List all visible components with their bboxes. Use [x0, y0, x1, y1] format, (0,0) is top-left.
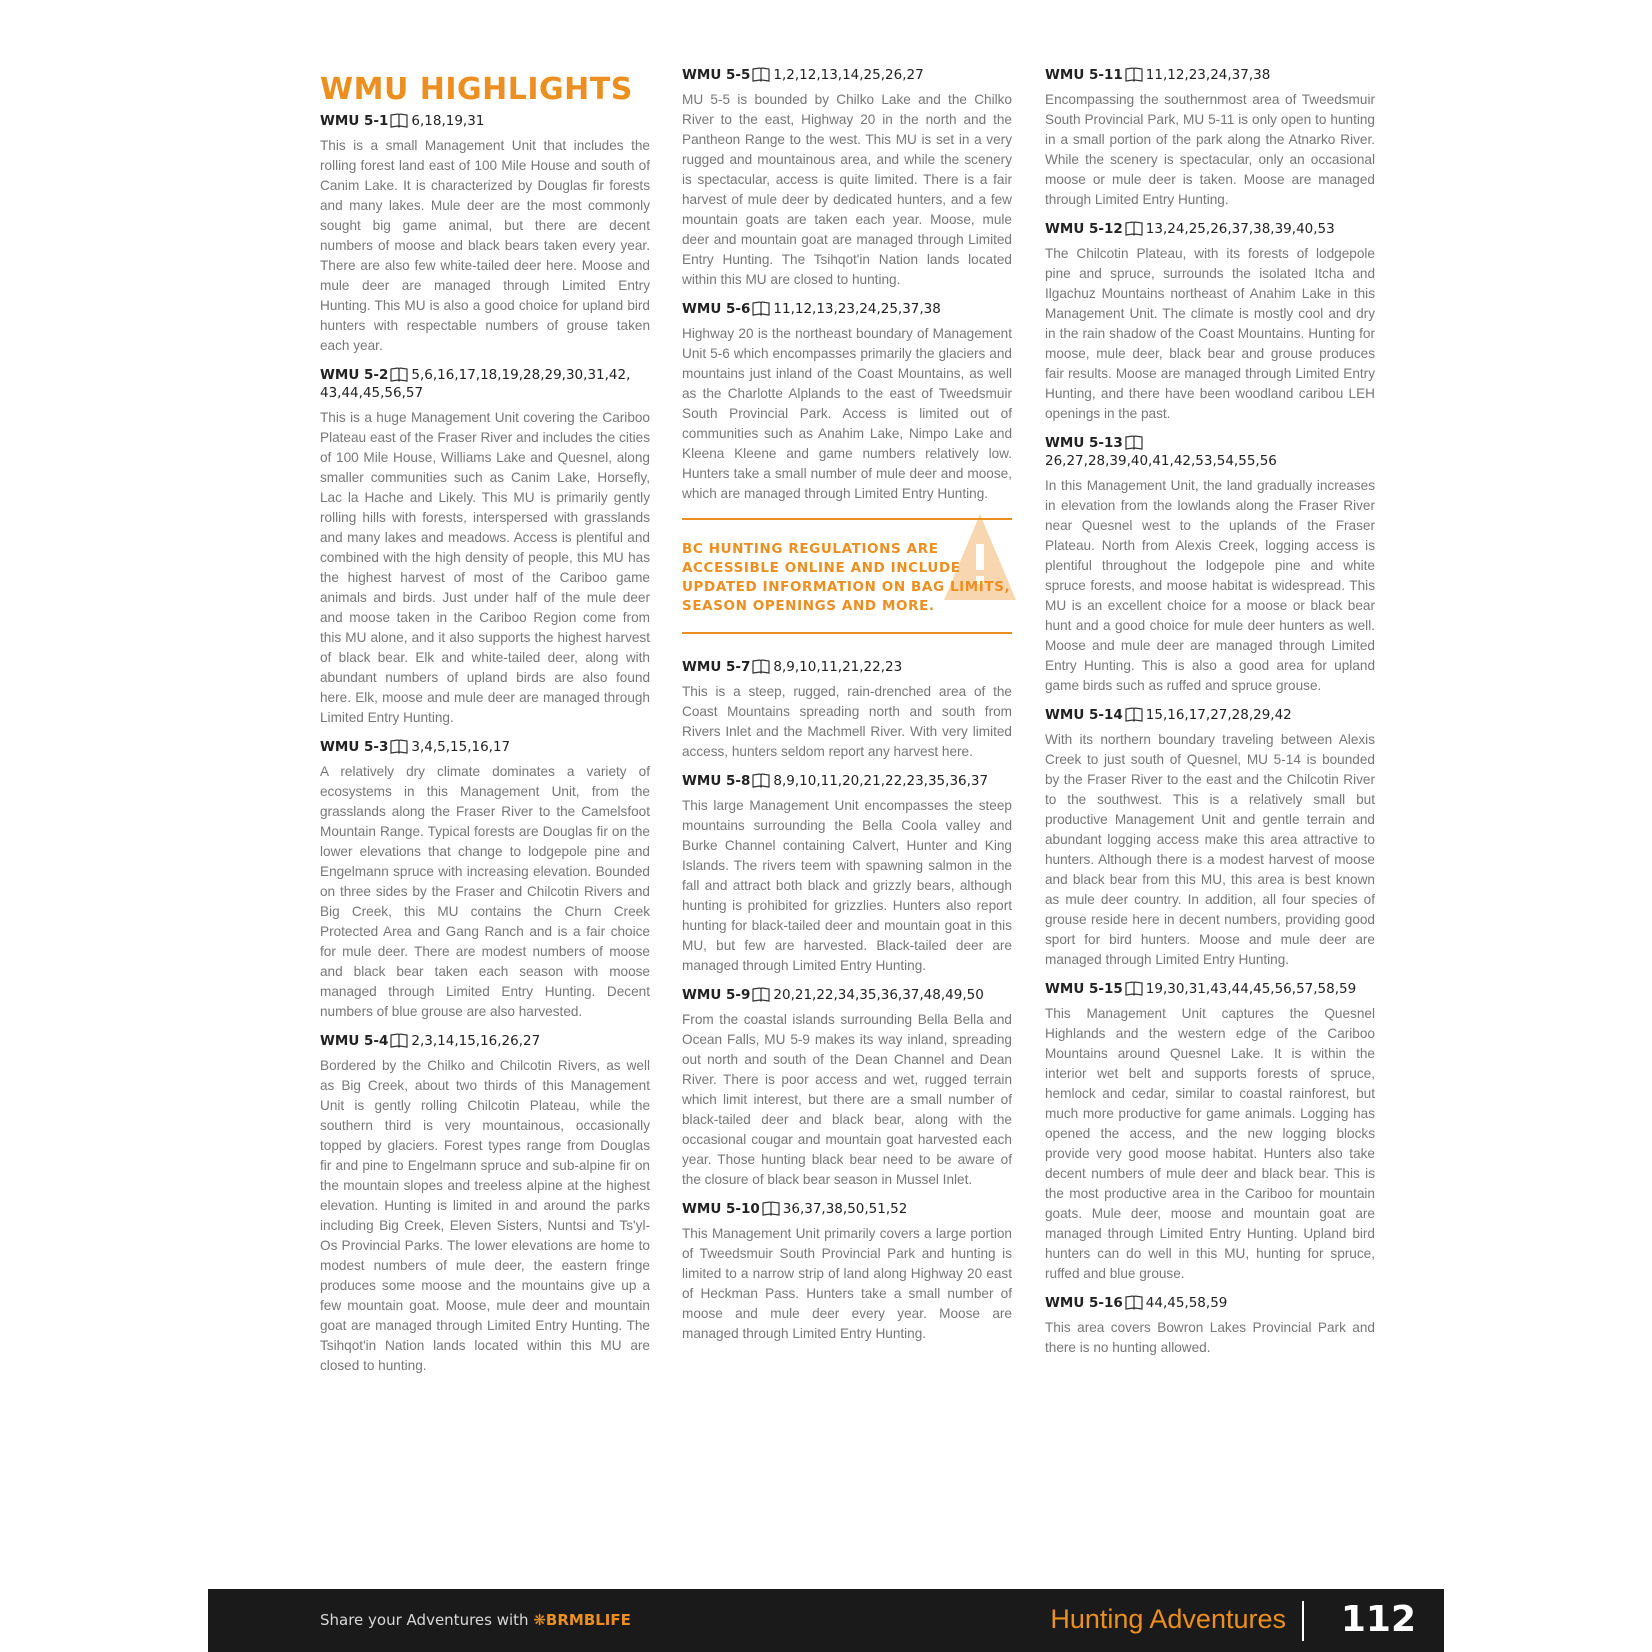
map-page-numbers: 6,18,19,31 — [411, 113, 485, 129]
column-1 — [320, 66, 650, 1386]
wmu-section — [682, 300, 1012, 504]
wmu-label: WMU 5-3 — [320, 739, 389, 755]
wmu-section — [682, 658, 1012, 762]
wmu-heading — [682, 66, 1012, 84]
map-page-numbers: 13,24,25,26,37,38,39,40,53 — [1145, 221, 1335, 237]
wmu-label: WMU 5-13 — [1045, 435, 1123, 451]
gear-icon: ❋ — [533, 1611, 546, 1629]
wmu-label: WMU 5-8 — [682, 773, 751, 789]
wmu-section — [682, 1200, 1012, 1344]
wmu-section — [1045, 706, 1375, 970]
map-page-numbers: 11,12,13,23,24,25,37,38 — [773, 301, 941, 317]
wmu-description: From the coastal islands surrounding Bella Bella and Ocean Falls, MU 5-9 makes its way inland, spreading out north and south of the Dean Channel and Dean River. There is poor access and wet, rugged terrain which limit interest, but there are a small number of black-tailed deer and black bear, along with the occasional cougar and mountain goat harvested each year. Those hunting black bear need to be aware of the closure of black bear season in Mussel Inlet. — [682, 1012, 1012, 1187]
map-book-icon — [1123, 981, 1146, 997]
map-book-icon — [1123, 707, 1146, 723]
share-text: Share your Adventures with — [320, 1611, 529, 1629]
wmu-label: WMU 5-1 — [320, 113, 389, 129]
map-page-numbers: 26,27,28,39,40,41,42,53,54,55,56 — [1045, 453, 1277, 469]
wmu-section — [1045, 220, 1375, 424]
wmu-heading — [1045, 706, 1375, 724]
wmu-label: WMU 5-10 — [682, 1201, 760, 1217]
page-title: WMU HIGHLIGHTS — [320, 72, 633, 107]
column-2 — [682, 66, 1012, 1354]
map-page-numbers: 3,4,5,15,16,17 — [411, 739, 511, 755]
wmu-label: WMU 5-2 — [320, 367, 389, 383]
wmu-section — [1045, 980, 1375, 1284]
map-book-icon — [750, 659, 773, 675]
map-book-icon — [1123, 435, 1146, 451]
wmu-description: Bordered by the Chilko and Chilcotin Rivers, as well as Big Creek, about two thirds of this Management Unit is gently rolling Chilcotin Plateau, while the southern third is very mountainous, occasionally topped by glaciers. Forest types range from Douglas fir and pine to Engelmann spruce and sub-alpine fir on the mountain slopes and treeless alpine at the highest elevation. Hunting is limited in and around the parks including Big Creek, Eleven Sisters, Nuntsi and Ts'yl-Os Provincial Parks. The lower elevations are home to modest numbers of mule deer, the eastern fringe produces some moose and the mountains give up a few mountain goat. Moose, mule deer and mountain goat are managed through Limited Entry Hunting. The Tsihqot'in Nation lands located within this MU are closed to hunting. — [320, 1058, 650, 1373]
callout-text: BC HUNTING REGULATIONS ARE ACCESSIBLE ONLINE AND INCLUDE UPDATED INFORMATION ON BAG LIMITS, SEASON OPENINGS AND MORE. — [682, 541, 1011, 614]
wmu-label: WMU 5-14 — [1045, 707, 1123, 723]
wmu-heading — [320, 366, 650, 402]
wmu-section — [1045, 1294, 1375, 1358]
map-page-numbers: 20,21,22,34,35,36,37,48,49,50 — [773, 987, 984, 1003]
map-page-numbers: 8,9,10,11,21,22,23 — [773, 659, 903, 675]
wmu-heading — [1045, 434, 1375, 470]
map-page-numbers: 5,6,16,17,18,19,28,29,30,31,42, 43,44,45,56,57 — [320, 367, 631, 401]
wmu-heading — [320, 738, 650, 756]
wmu-description: In this Management Unit, the land gradually increases in elevation from the lowlands along the Fraser River near Quesnel west to the uplands of the Fraser Plateau. North from Alexis Creek, logging access is plentiful throughout the lodgepole pine and white spruce forests, and moose habitat is widespread. This MU is an excellent choice for a moose or black bear hunt and a good choice for mule deer hunters as well. Moose and mule deer are managed through Limited Entry Hunting. This is also a good area for upland game birds such as ruffed and spruce grouse. — [1045, 478, 1375, 693]
map-book-icon — [388, 739, 411, 755]
map-page-numbers: 2,3,14,15,16,26,27 — [411, 1033, 541, 1049]
map-book-icon — [388, 367, 411, 383]
wmu-heading — [1045, 220, 1375, 238]
wmu-label: WMU 5-11 — [1045, 67, 1123, 83]
wmu-section — [1045, 434, 1375, 696]
wmu-description: The Chilcotin Plateau, with its forests of lodgepole pine and spruce, surrounds the isolated Itcha and Ilgachuz Mountains northeast of Anahim Lake in this Management Unit. The climate is mostly cool and dry in the rain shadow of the Coast Mountains. Hunting for moose, mule deer, black bear and grouse produces fair results. Moose are managed through Limited Entry Hunting, and there have been woodland caribou LEH openings in the past. — [1045, 246, 1375, 421]
regulations-callout — [682, 518, 1012, 634]
column-3 — [1045, 66, 1375, 1368]
map-page-numbers: 11,12,23,24,37,38 — [1145, 67, 1271, 83]
wmu-section — [682, 66, 1012, 290]
wmu-label: WMU 5-7 — [682, 659, 751, 675]
wmu-description: This Management Unit primarily covers a large portion of Tweedsmuir South Provincial Park and hunting is limited to a narrow strip of land along Highway 20 east of Heckman Pass. Hunters take a small number of moose and mule deer every year. Moose are managed through Limited Entry Hunting. — [682, 1226, 1012, 1341]
wmu-description: This is a huge Management Unit covering the Cariboo Plateau east of the Fraser River and includes the cities of 100 Mile House, Williams Lake and Quesnel, along smaller communities such as Canim Lake, Horsefly, Lac la Hache and Likely. This MU is primarily gently rolling hills with forests, interspersed with grasslands and many lakes and meadows. Access is plentiful and combined with the high density of people, this MU has the highest harvest of most of the Cariboo game animals and birds. Just under half of the mule deer and moose taken in the Cariboo Region come from this MU alone, and it also supports the highest harvest of black bear. Elk and white-tailed deer, along with abundant numbers of upland birds are also found here. Elk, moose and mule deer are managed through Limited Entry Hunting. — [320, 410, 650, 725]
wmu-heading — [682, 986, 1012, 1004]
map-page-numbers: 15,16,17,27,28,29,42 — [1145, 707, 1292, 723]
wmu-heading — [682, 1200, 1012, 1218]
wmu-section — [320, 366, 650, 728]
wmu-heading — [320, 1032, 650, 1050]
page-number: 112 — [1340, 1599, 1416, 1640]
wmu-description: This is a steep, rugged, rain-drenched area of the Coast Mountains spreading north and south from Rivers Inlet and the Machmell River. With very limited access, hunters seldom report any harvest here. — [682, 684, 1012, 759]
wmu-heading — [682, 300, 1012, 318]
wmu-label: WMU 5-16 — [1045, 1295, 1123, 1311]
map-page-numbers: 1,2,12,13,14,25,26,27 — [773, 67, 924, 83]
wmu-description: This is a small Management Unit that includes the rolling forest land east of 100 Mile House and south of Canim Lake. It is characterized by Douglas fir forests and many lakes. Mule deer are the most commonly sought big game animal, but there are decent numbers of moose and black bears taken every year. There are also few white-tailed deer here. Moose and mule deer are managed through Limited Entry Hunting. This MU is also a good choice for upland bird hunters with respectable numbers of grouse taken each year. — [320, 138, 650, 353]
wmu-heading — [1045, 1294, 1375, 1312]
share-line — [320, 1611, 631, 1629]
map-book-icon — [388, 1033, 411, 1049]
wmu-description: This Management Unit captures the Quesnel Highlands and the western edge of the Cariboo Mountains around Quesnel Lake. It is within the interior wet belt and supports forests of spruce, hemlock and cedar, similar to coastal rainforest, but much more productive for game animals. Logging has opened the access, and the new logging blocks provide very good moose habitat. Hunters also take decent numbers of mule deer and black bear. This is the most productive area in the Cariboo for mountain goats. Mule deer, moose and mountain goat are managed through Limited Entry Hunting. Upland bird hunters can do well in this MU, hunting for spruce, ruffed and blue grouse. — [1045, 1006, 1375, 1281]
map-page-numbers: 44,45,58,59 — [1145, 1295, 1228, 1311]
wmu-label: WMU 5-9 — [682, 987, 751, 1003]
footer-bar — [208, 1589, 1444, 1652]
wmu-section — [682, 772, 1012, 976]
wmu-description: Highway 20 is the northeast boundary of Management Unit 5-6 which encompasses primarily the glaciers and mountains just inland of the Coast Mountains, as well as the Charlotte Alplands to the east of Tweedsmuir South Provincial Park. Access is limited out of communities such as Anahim Lake, Nimpo Lake and Kleena Kleene and game numbers relatively low. Hunters take a small number of mule deer and moose, which are managed through Limited Entry Hunting. — [682, 326, 1012, 501]
map-page-numbers: 36,37,38,50,51,52 — [782, 1201, 908, 1217]
wmu-label: WMU 5-12 — [1045, 221, 1123, 237]
wmu-description: A relatively dry climate dominates a variety of ecosystems in this Management Unit, from the grasslands along the Fraser River to the Camelsfoot Mountain Range. Typical forests are Douglas fir on the lower elevations that change to lodgepole pine and Engelmann spruce with increasing elevation. Bounded on three sides by the Fraser and Chilcotin Rivers and Big Creek, this MU contains the Churn Creek Protected Area and Gang Ranch and is a fair choice for mule deer. There are modest numbers of moose and black bear taken each season with moose managed through Limited Entry Hunting. Decent numbers of blue grouse are also harvested. — [320, 764, 650, 1019]
wmu-section — [1045, 66, 1375, 210]
wmu-heading — [320, 112, 650, 130]
map-book-icon — [388, 113, 411, 129]
map-book-icon — [760, 1201, 783, 1217]
wmu-heading — [682, 772, 1012, 790]
wmu-heading — [1045, 66, 1375, 84]
map-book-icon — [750, 67, 773, 83]
wmu-label: WMU 5-5 — [682, 67, 751, 83]
map-book-icon — [750, 773, 773, 789]
map-book-icon — [1123, 1295, 1146, 1311]
wmu-section — [320, 1032, 650, 1376]
map-book-icon — [1123, 221, 1146, 237]
wmu-description: With its northern boundary traveling between Alexis Creek to just south of Quesnel, MU 5-14 is bounded by the Fraser River to the east and the Chilcotin River to the southwest. This is a relatively small but productive Management Unit and gentle terrain and abundant logging access make this area attractive to hunters. Although there is a modest harvest of moose and black bear from this MU, this area is best known as mule deer country. In addition, all four species of grouse reside here in decent numbers, providing good sport for bird hunters. Moose and mule deer are managed through Limited Entry Hunting. — [1045, 732, 1375, 967]
wmu-description: Encompassing the southernmost area of Tweedsmuir South Provincial Park, MU 5-11 is only open to hunting in a small portion of the park along the Atnarko River. While the scenery is spectacular, only an occasional moose or mule deer is taken. Moose are managed through Limited Entry Hunting. — [1045, 92, 1375, 207]
wmu-description: This large Management Unit encompasses the steep mountains surrounding the Bella Coola valley and Burke Channel containing Calvert, Hunter and King Islands. The rivers teem with spawning salmon in the fall and attract both black and grizzly bears, although hunting is prohibited for grizzlies. Hunters also report hunting for black-tailed deer and mountain goat in this MU, but few are harvested. Black-tailed deer are managed through Limited Entry Hunting. — [682, 798, 1012, 973]
map-page-numbers: 8,9,10,11,20,21,22,23,35,36,37 — [773, 773, 989, 789]
wmu-section — [320, 738, 650, 1022]
wmu-section — [320, 112, 650, 356]
map-book-icon — [1123, 67, 1146, 83]
map-page-numbers: 19,30,31,43,44,45,56,57,58,59 — [1145, 981, 1357, 997]
wmu-label: WMU 5-6 — [682, 301, 751, 317]
wmu-heading — [1045, 980, 1375, 998]
map-book-icon — [750, 301, 773, 317]
wmu-label: WMU 5-15 — [1045, 981, 1123, 997]
footer-divider — [1302, 1601, 1304, 1641]
wmu-description: MU 5-5 is bounded by Chilko Lake and the Chilko River to the east, Highway 20 in the north and the Pantheon Range to the west. This MU is set in a very rugged and mountainous area, and while the scenery is spectacular, access is quite limited. There is a fair harvest of mule deer by dedicated hunters, and a few mountain goats are taken each year. Moose, mule deer and mountain goat are managed through Limited Entry Hunting. The Tsihqot'in Nation lands located within this MU are closed to hunting. — [682, 92, 1012, 287]
wmu-section — [682, 986, 1012, 1190]
map-book-icon — [750, 987, 773, 1003]
magazine-title: Hunting Adventures — [1050, 1604, 1286, 1634]
wmu-heading — [682, 658, 1012, 676]
wmu-description: This area covers Bowron Lakes Provincial Park and there is no hunting allowed. — [1045, 1320, 1375, 1355]
brand-name: BRMBLIFE — [545, 1611, 631, 1629]
wmu-label: WMU 5-4 — [320, 1033, 389, 1049]
